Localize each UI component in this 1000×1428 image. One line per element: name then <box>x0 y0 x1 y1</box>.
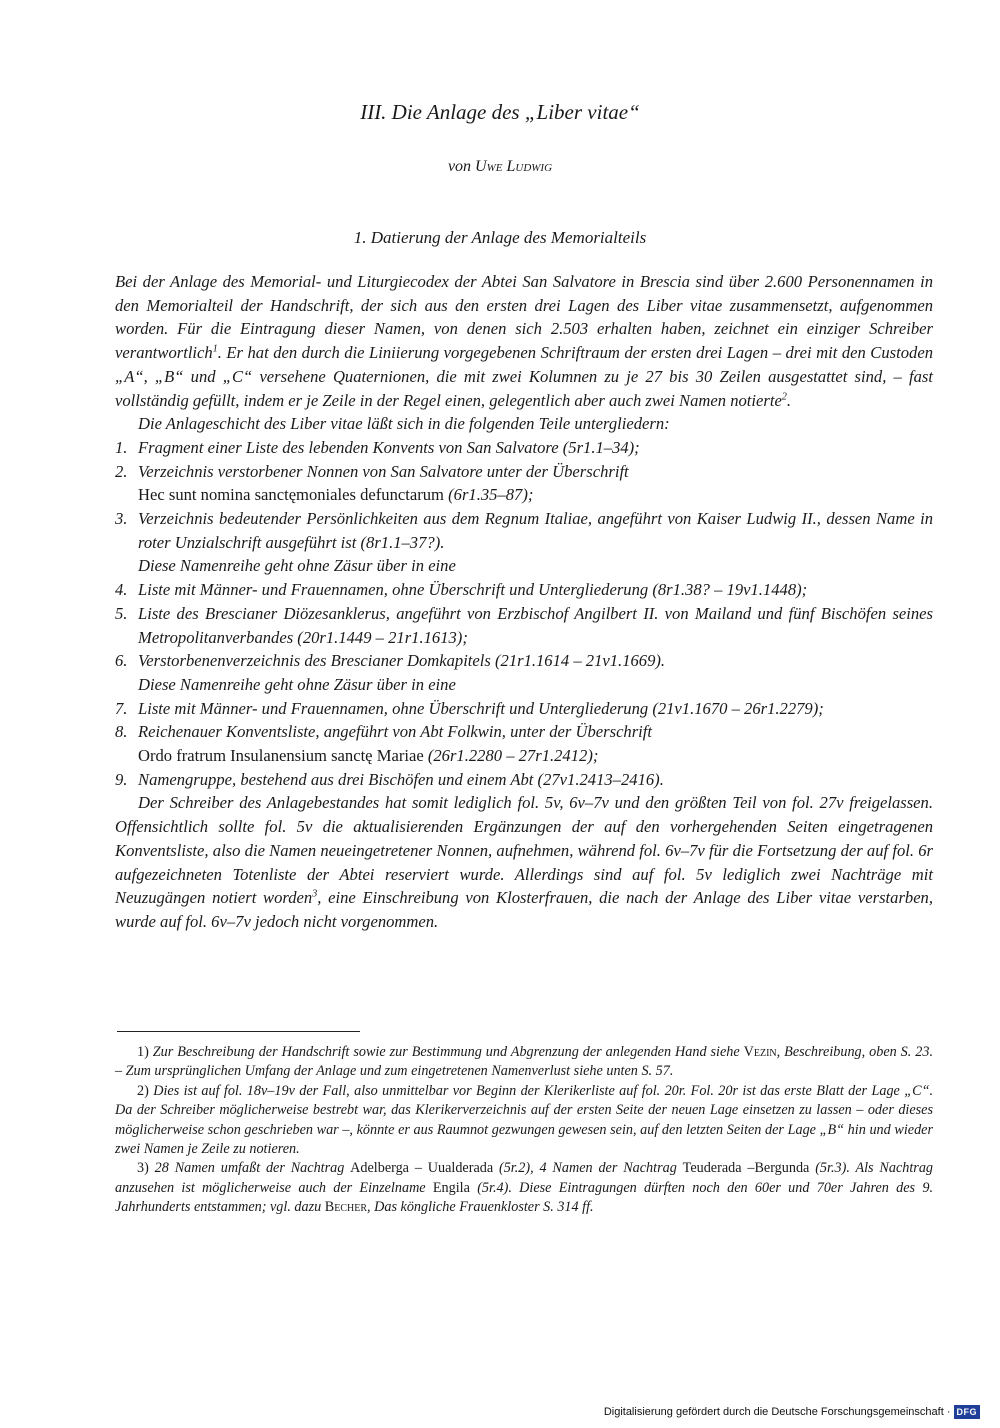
footnote-text: (5r.4). Diese Eintragungen dürften noch den 60er und 70er Jahren des 9. Jahrhunderts entstammen; vgl. dazu <box>115 1179 933 1216</box>
list-number: 4. <box>115 580 128 600</box>
list-item <box>115 578 933 602</box>
chapter-title: III. Die Anlage des „Liber vitae“ <box>360 100 640 124</box>
list-item <box>115 436 933 460</box>
digitization-footer <box>604 1402 980 1422</box>
footnote-2 <box>115 1082 933 1160</box>
footnote-text: , Das köngliche Frauenkloster S. 314 ff. <box>367 1199 594 1216</box>
list-item-text: Verzeichnis verstorbener Nonnen von San Salvatore unter der Überschrift <box>138 461 629 481</box>
author-prefix: von <box>447 158 472 175</box>
rubric-heading: Hec sunt nomina sanctęmoniales defunctarum <box>138 485 444 505</box>
main-text <box>115 270 933 934</box>
footnote-text: Dies ist auf fol. 18v–19v der Fall, also unmittelbar vor Beginn der Klerikerliste auf fol. 20r. Fol. 20r ist das erste Blatt der Lage „C“. Da der Schreiber möglicherweise bestrebt war, das Klerikerverzeichnis auf der ersten Seite der neuen Lage einsetzen zu lassen – oder dieses möglicherweise schon geschrieben war –, könnte er aus Raumnot gezwungen gewesen sein, auf den letzten Seiten der Lage „B“ hin und wieder zwei Namen je Zeile zu notieren. <box>115 1082 934 1158</box>
list-item-text: Liste mit Männer- und Frauennamen, ohne Überschrift und Untergliederung (8r1.38? – 19v1.1448); <box>138 580 808 600</box>
dfg-logo[interactable]: DFG <box>954 1405 981 1419</box>
list-item <box>115 507 933 554</box>
folio-reference: (6r1.35–87); <box>443 485 534 505</box>
footnote-number: 3) <box>137 1160 149 1177</box>
list-number: 8. <box>115 722 128 742</box>
rubric-heading: Ordo fratrum Insulanensium sanctę Mariae <box>138 746 424 766</box>
list-number: 9. <box>115 769 128 789</box>
paragraph-2: Die Anlageschicht des Liber vitae läßt sich in die folgenden Teile untergliedern: <box>138 414 670 434</box>
list-item-continuation <box>115 554 933 578</box>
list-item <box>115 720 933 744</box>
footnote-text: – <box>408 1160 428 1177</box>
list-number: 6. <box>115 651 128 671</box>
footnote-text: (5r.2), 4 Namen der Nachtrag <box>493 1160 683 1177</box>
list-item-continuation <box>115 673 933 697</box>
footnote-text: (5r.3). Als Nachtrag anzusehen ist möglicherweise auch der Einzelname <box>115 1160 934 1196</box>
footnote-ref-3[interactable]: 3 <box>312 888 318 900</box>
list-item-text: Verzeichnis bedeutender Persönlichkeiten aus dem Regnum Italiae, angeführt von Kaiser Ludwig II., dessen Name in roter Unzialschrift ausgeführt ist (8r1.1–37?). <box>138 509 933 552</box>
list-item-text: Reichenauer Konventsliste, angeführt von Abt Folkwin, unter der Überschrift <box>138 722 653 742</box>
list-number: 5. <box>115 603 128 623</box>
footnote-1 <box>115 1043 933 1082</box>
name-entry: Adelberga <box>350 1160 409 1177</box>
list-item <box>115 602 933 649</box>
list-number: 1. <box>115 437 128 457</box>
name-entry: Teuderada <box>682 1160 742 1177</box>
name-entry: Bergunda <box>754 1160 810 1177</box>
footnote-number: 1) <box>137 1044 149 1060</box>
folio-reference: (26r1.2280 – 27r1.2412); <box>423 746 599 766</box>
list-item <box>115 697 933 721</box>
footnote-number: 2) <box>137 1082 149 1099</box>
list-item-text: Verstorbenenverzeichnis des Brescianer Domkapitels (21r1.1614 – 21v1.1669). <box>138 651 666 671</box>
list-item <box>115 768 933 792</box>
list-number: 2. <box>115 461 128 481</box>
list-item-text: Liste mit Männer- und Frauennamen, ohne Überschrift und Untergliederung (21v1.1670 – 26r1.2279); <box>138 698 824 718</box>
list-item-text: Liste des Brescianer Diözesanklerus, angeführt von Erzbischof Angilbert II. von Mailand und fünf Bischöfen seines Metropolitanverbandes (20r1.1449 – 21r1.1613); <box>138 603 933 647</box>
list-item-text: Fragment einer Liste des lebenden Konvents von San Salvatore (5r1.1–34); <box>138 437 640 457</box>
footnote-text: – <box>741 1160 755 1177</box>
paragraph-3-text-a: Der Schreiber des Anlagebestandes hat somit lediglich fol. 5v, 6v–7v und den größten Teil von fol. 27v freigelassen. Offensichtlich sollte fol. 5v die aktualisierenden Ergänzungen der auf den vorhergehenden Seiten eingetragenen Konventsliste, also die Namen neueingetretener Nonnen, aufnehmen, während fol. 6v–7v für die Fortsetzung der auf fol. 6r aufgezeichneten Totenliste der Abtei reserviert wurde. Allerdings sind auf fol. 5v lediglich zwei Nachträge mit Neuzugängen notiert worden <box>115 793 933 908</box>
paragraph-3-text-b: , eine Einschreibung von Klosterfrauen, die nach der Anlage des Liber vitae verstarben, wurde auf fol. 6v–7v jedoch nicht vorgenommen. <box>115 888 934 931</box>
author-reference: Becher <box>324 1199 368 1216</box>
author-name: Uwe Ludwig <box>475 158 553 175</box>
section-heading: 1. Datierung der Anlage des Memorialteils <box>353 228 647 247</box>
paragraph-1 <box>115 270 933 412</box>
numbered-list <box>115 436 933 792</box>
list-number: 7. <box>115 698 128 718</box>
paragraph-1-text-a: Bei der Anlage des Memorial- und Liturgiecodex der Abtei San Salvatore in Brescia sind über 2.600 Personennamen in den Memorialteil der Handschrift, der sich aus den ersten drei Lagen des Liber vitae zusammensetzt, aufgenommen worden. Für die Eintragung dieser Namen, von denen sich 2.503 erhalten haben, zeichnet ein einziger Schreiber verantwortlich <box>115 272 933 363</box>
footnote-text: , Beschreibung, oben S. 23. – Zum ursprünglichen Umfang der Anlage und zum eingetretenen Namenverlust siehe unten S. 57. <box>115 1044 934 1080</box>
list-item-text: Namengruppe, bestehend aus drei Bischöfen und einem Abt (27v1.2413–2416). <box>138 769 664 789</box>
author-reference: Vezin <box>743 1044 777 1060</box>
list-number: 3. <box>115 509 128 529</box>
footnote-3 <box>115 1159 933 1217</box>
continuation-text: Diese Namenreihe geht ohne Zäsur über in eine <box>138 556 456 576</box>
footnote-text: 28 Namen umfaßt der Nachtrag <box>154 1160 351 1177</box>
list-item <box>115 460 933 484</box>
footnote-ref-2[interactable]: 2 <box>781 390 787 402</box>
paragraph-1-text-c: . <box>786 390 791 410</box>
name-entry: Engila <box>432 1179 470 1196</box>
list-item-continuation <box>115 744 933 768</box>
footnotes <box>115 1043 933 1218</box>
footnote-ref-1[interactable]: 1 <box>212 343 218 355</box>
paragraph-3 <box>115 791 933 933</box>
paragraph-1-text-b: . Er hat den durch die Liniierung vorgegebenen Schriftraum der ersten drei Lagen – drei mit den Custoden „A“, „B“ und „C“ versehene Quaternionen, die mit zwei Kolumnen zu je 27 bis 30 Zeilen ausgestattet sind, – fast vollständig gefüllt, indem er je Zeile in der Regel einen, gelegentlich aber auch zwei Namen notierte <box>115 343 933 410</box>
author-line <box>0 158 1000 176</box>
list-item-continuation <box>115 483 933 507</box>
continuation-text: Diese Namenreihe geht ohne Zäsur über in eine <box>138 674 456 694</box>
footnote-divider <box>117 1031 360 1032</box>
footnote-text: Zur Beschreibung der Handschrift sowie zur Bestimmung und Abgrenzung der anlegenden Hand siehe <box>152 1044 744 1060</box>
footer-text: Digitalisierung gefördert durch die Deutsche Forschungsgemeinschaft · <box>603 1406 951 1418</box>
name-entry: Uualderada <box>427 1160 494 1177</box>
list-item <box>115 649 933 673</box>
